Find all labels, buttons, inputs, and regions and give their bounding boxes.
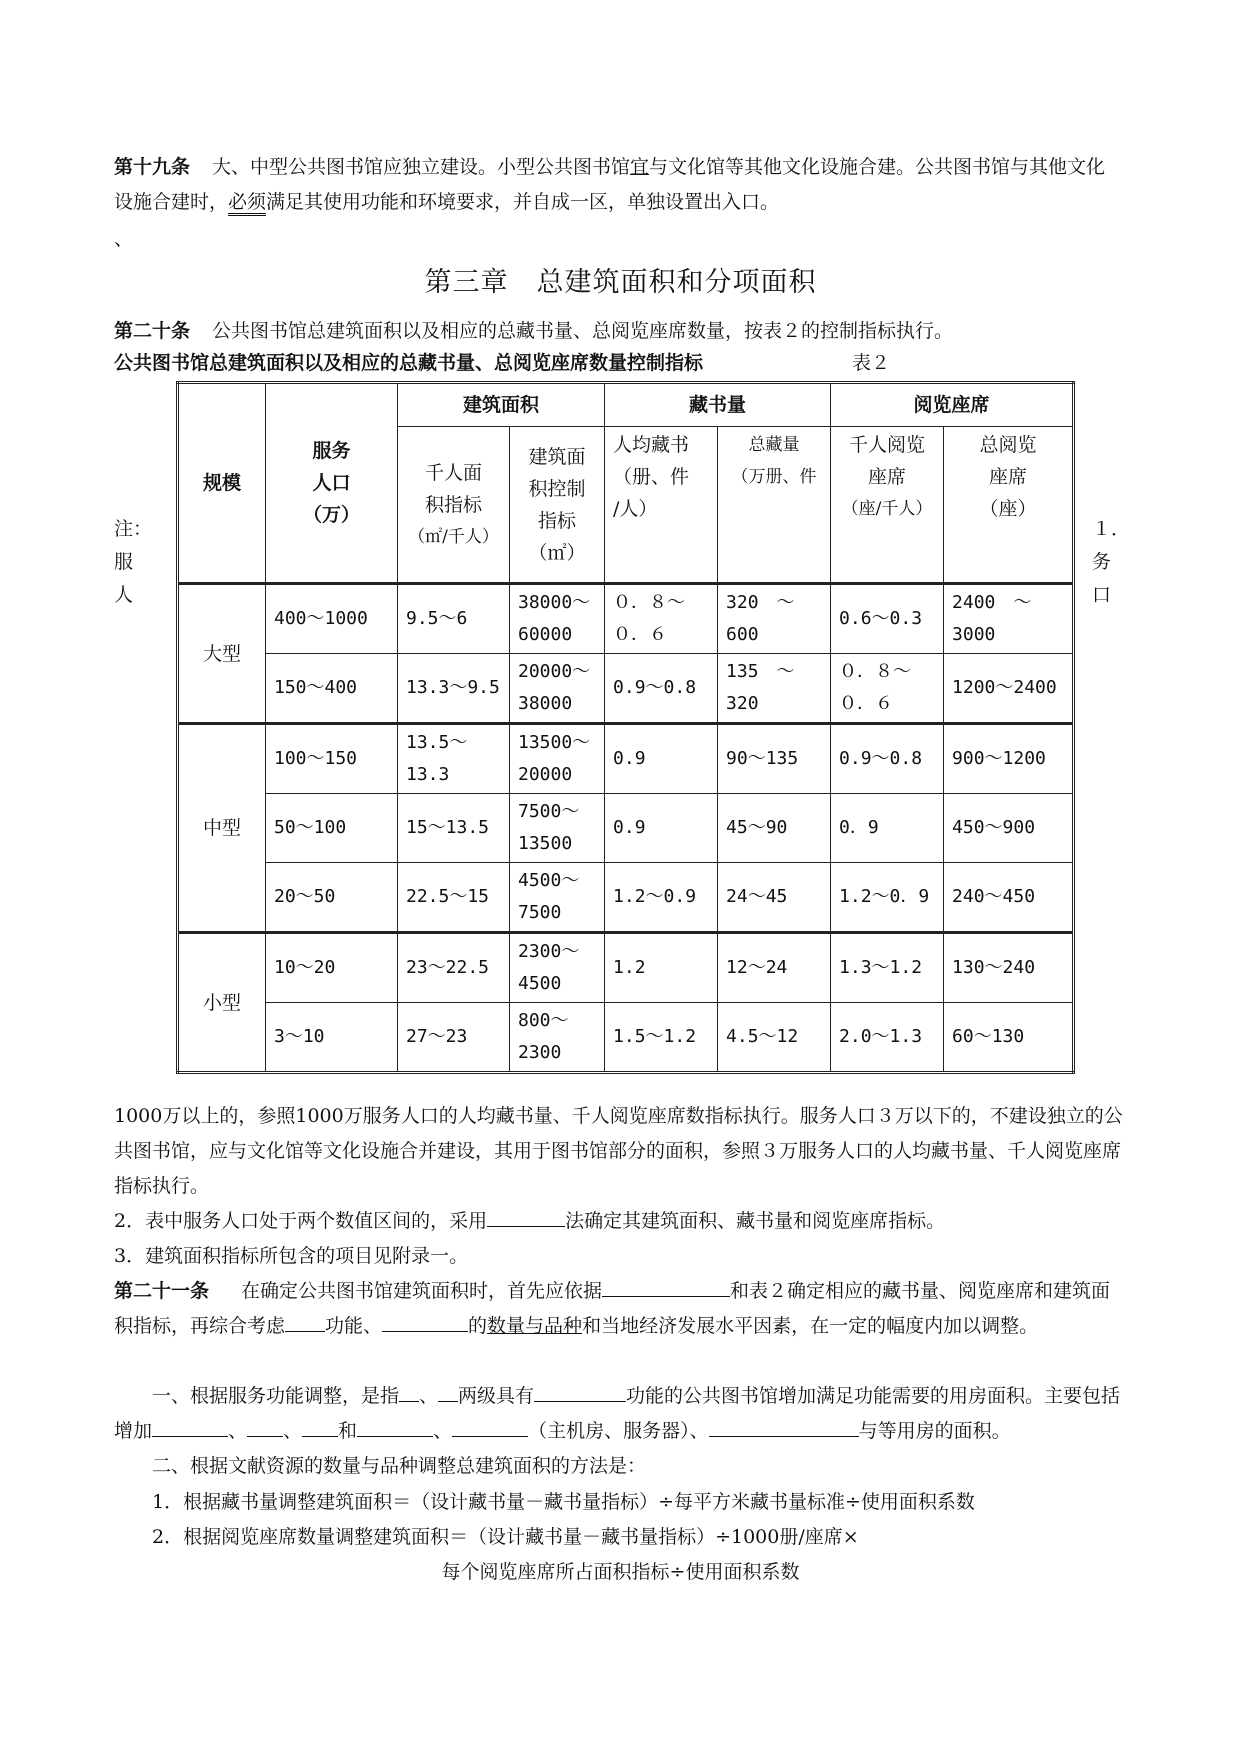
article-19-text-3: 满足其使用功能和环境要求，并自成一区，单独设置出入口。 <box>266 191 780 213</box>
side-note-left <box>114 513 152 612</box>
blank-field[interactable] <box>452 1416 528 1437</box>
article-19-underline-2: 必须 <box>228 191 266 216</box>
table-row <box>178 654 1074 724</box>
table-cell: 400～1000 <box>266 584 398 654</box>
table-cell: 1200～2400 <box>944 654 1074 724</box>
table-cell: 320 ～600 <box>718 584 831 654</box>
header-line: 千人阅览 <box>849 434 926 456</box>
table-cell: 0．9 <box>831 794 944 863</box>
table-cell: 1.5～1.2 <box>605 1003 718 1073</box>
note-2-text-1: 2．表中服务人口处于两个数值区间的，采用 <box>114 1210 488 1232</box>
header-seats: 阅览座席 <box>831 383 1074 427</box>
table-cell: 1.2 <box>605 933 718 1003</box>
header-population-line: 人口 <box>312 472 351 494</box>
article-19-label: 第十九条 <box>114 156 191 178</box>
article-21-text-4: 的 <box>468 1315 488 1337</box>
header-line: 积指标 <box>424 493 482 516</box>
article-20-text: 公共图书馆总建筑面积以及相应的总藏书量、总阅览座席数量，按表２的控制指标执行。 <box>212 320 954 342</box>
header-line: （座） <box>979 498 1037 520</box>
header-scale: 规模 <box>178 383 266 584</box>
formula-1: 1．根据藏书量调整建筑面积＝（设计藏书量－藏书量指标）÷每平方米藏书量标准÷使用面积系数 <box>152 1491 975 1513</box>
table-cell: 0.9～0.8 <box>831 724 944 794</box>
header-line: 指标 <box>538 509 577 532</box>
table-cell: 23～22.5 <box>398 933 510 1003</box>
article-21-text-1: 在确定公共图书馆建筑面积时，首先应依据 <box>241 1280 603 1302</box>
table-cell: 130～240 <box>944 933 1074 1003</box>
header-population <box>266 383 398 584</box>
chapter-title: 第三章 总建筑面积和分项面积 <box>424 267 817 298</box>
header-line: /人） <box>613 498 658 520</box>
item-1-text-7: 和 <box>338 1420 358 1442</box>
header-books-per-capita <box>605 427 718 584</box>
table-cell: 9.5～6 <box>398 584 510 654</box>
header-seats-total <box>944 427 1074 584</box>
item-1-text-5: 、 <box>228 1420 248 1442</box>
side-note-right <box>1092 513 1130 612</box>
table-caption-text: 公共图书馆总建筑面积以及相应的总藏书量、总阅览座席数量控制指标 <box>114 352 704 374</box>
table-cell: 3～10 <box>266 1003 398 1073</box>
blank-field[interactable] <box>152 1416 228 1437</box>
header-line: 人均藏书 <box>613 434 690 456</box>
table-cell: 60～130 <box>944 1003 1074 1073</box>
table-cell: 1.3～1.2 <box>831 933 944 1003</box>
item-1-text-9: （主机房、服务器）、 <box>528 1420 709 1442</box>
table-cell: 450～900 <box>944 794 1074 863</box>
table-cell: 2.0～1.3 <box>831 1003 944 1073</box>
blank-field[interactable] <box>438 1381 458 1402</box>
header-line: （万册、件 <box>731 467 817 487</box>
table-cell: 1.2～0.9 <box>605 863 718 933</box>
table-cell: 13.3～9.5 <box>398 654 510 724</box>
side-left-line: 人 <box>114 584 134 606</box>
blank-field[interactable] <box>382 1311 468 1332</box>
header-books: 藏书量 <box>605 383 831 427</box>
blank-field[interactable] <box>247 1416 283 1437</box>
note-2-text-2: 法确定其建筑面积、藏书量和阅览座席指标。 <box>565 1210 946 1232</box>
table-cell: 15～13.5 <box>398 794 510 863</box>
side-right-line: 口 <box>1092 584 1112 606</box>
article-21-underline: 数量与品种 <box>487 1315 583 1337</box>
article-19-text-2: 与文化馆等其他文化设施合建。公共图书馆与其他文化设施合建时， <box>114 156 1106 213</box>
side-left-line: 服 <box>114 551 134 573</box>
article-19-underline-1: 宜 <box>630 156 650 178</box>
table-row <box>178 724 1074 794</box>
table-row <box>178 794 1074 863</box>
header-area-total <box>510 427 605 584</box>
header-population-line: 服务 <box>312 440 351 462</box>
side-right-line: 务 <box>1092 551 1112 573</box>
formula-2-continued: 每个阅览座席所占面积指标÷使用面积系数 <box>441 1561 800 1583</box>
side-right-line: １． <box>1092 518 1131 540</box>
blank-field[interactable] <box>285 1311 325 1332</box>
table-body <box>178 584 1074 1073</box>
table-cell: 12～24 <box>718 933 831 1003</box>
table-cell: 20000～38000 <box>510 654 605 724</box>
blank-field[interactable] <box>302 1416 338 1437</box>
article-20 <box>114 314 1124 349</box>
table-cell: ０．８～０．６ <box>831 654 944 724</box>
header-population-line: （万） <box>302 504 360 526</box>
table-row <box>178 1003 1074 1073</box>
header-line: （座/千人） <box>841 499 933 519</box>
item-1-text-1: 一、根据服务功能调整，是指 <box>152 1385 400 1407</box>
article-21-text-2: 和表２确定相应的藏书量、阅览座席和建筑面积指标，再综合考虑 <box>114 1280 1111 1337</box>
indicator-table <box>176 381 1075 1074</box>
article-21 <box>114 1274 1124 1344</box>
blank-field[interactable] <box>534 1381 626 1402</box>
article-19-text-1: 大、中型公共图书馆应独立建设。小型公共图书馆 <box>212 156 631 178</box>
item-1-text-6: 、 <box>283 1420 303 1442</box>
table-cell: 240～450 <box>944 863 1074 933</box>
table-cell: 2300～4500 <box>510 933 605 1003</box>
table-cell: 13.5～13.3 <box>398 724 510 794</box>
item-1-text-2: 、 <box>419 1385 439 1407</box>
header-books-total <box>718 427 831 584</box>
blank-field[interactable] <box>602 1276 730 1297</box>
table-cell: 0.9 <box>605 794 718 863</box>
header-line: 积控制 <box>528 477 586 500</box>
note-3: 3．建筑面积指标所包含的项目见附录一。 <box>114 1245 469 1267</box>
article-21-text-5: 和当地经济发展水平因素，在一定的幅度内加以调整。 <box>582 1315 1039 1337</box>
scale-group-label: 中型 <box>178 724 266 933</box>
scale-group-label: 小型 <box>178 933 266 1073</box>
side-left-line: 注： <box>114 518 153 540</box>
formula-2: 2．根据阅览座席数量调整建筑面积＝（设计藏书量－藏书量指标）÷1000册/座席× <box>152 1526 859 1548</box>
table-cell: 150～400 <box>266 654 398 724</box>
table-cell: 800～2300 <box>510 1003 605 1073</box>
table-cell: 900～1200 <box>944 724 1074 794</box>
table-row <box>178 933 1074 1003</box>
table-cell: 2400 ～3000 <box>944 584 1074 654</box>
stray-mark: 、 <box>114 228 134 250</box>
blank-field[interactable] <box>487 1206 565 1227</box>
header-line: 总藏量 <box>748 435 800 455</box>
item-1-text-3: 两级具有 <box>458 1385 535 1407</box>
blank-field[interactable] <box>399 1381 419 1402</box>
note-1: 1000万以上的，参照1000万服务人口的人均藏书量、千人阅览座席数指标执行。服务人口３万以下的，不建设独立的公共图书馆，应与文化馆等文化设施合并建设，其用于图书馆部分的面积，参照３万服务人口的人均藏书量、千人阅览座席指标执行。 <box>114 1105 1123 1197</box>
table-cell: 0.9～0.8 <box>605 654 718 724</box>
table-cell: 1.2～0．9 <box>831 863 944 933</box>
table-cell: 90～135 <box>718 724 831 794</box>
table-cell: 0.6～0.3 <box>831 584 944 654</box>
table-cell: 45～90 <box>718 794 831 863</box>
blank-field[interactable] <box>357 1416 433 1437</box>
table-cell: 0.9 <box>605 724 718 794</box>
header-line: 座席 <box>989 466 1028 488</box>
header-area-per-thousand <box>398 427 510 584</box>
blank-field[interactable] <box>709 1416 859 1437</box>
article-20-label: 第二十条 <box>114 320 191 342</box>
table-cell: 38000～60000 <box>510 584 605 654</box>
header-area: 建筑面积 <box>398 383 605 427</box>
table-cell: 135 ～320 <box>718 654 831 724</box>
header-line: 千人面 <box>424 461 482 484</box>
table-row <box>178 584 1074 654</box>
table-cell: 10～20 <box>266 933 398 1003</box>
header-line: 座席 <box>868 466 907 488</box>
table-cell: 4.5～12 <box>718 1003 831 1073</box>
table-row <box>178 863 1074 933</box>
item-1 <box>114 1379 1124 1449</box>
item-1-text-10: 与等用房的面积。 <box>858 1420 1011 1442</box>
table-cell: 20～50 <box>266 863 398 933</box>
item-2: 二、根据文献资源的数量与品种调整总建筑面积的方法是： <box>152 1455 647 1477</box>
item-1-text-4: 功能的公共图书馆增加满足功能需要的用房面积。主要包括增加 <box>114 1385 1121 1442</box>
table-cell: 50～100 <box>266 794 398 863</box>
header-line: （㎡） <box>528 541 586 564</box>
article-21-text-3: 功能、 <box>325 1315 383 1337</box>
table-cell: 27～23 <box>398 1003 510 1073</box>
table-cell: 100～150 <box>266 724 398 794</box>
table-number: 表２ <box>852 352 891 374</box>
header-line: （册、件 <box>613 466 690 488</box>
article-21-label: 第二十一条 <box>114 1280 210 1302</box>
table-cell: 4500～7500 <box>510 863 605 933</box>
header-line: 总阅览 <box>979 434 1037 456</box>
header-line: 建筑面 <box>528 445 586 468</box>
table-cell: 22.5～15 <box>398 863 510 933</box>
table-cell: 13500～20000 <box>510 724 605 794</box>
header-seats-per-thousand <box>831 427 944 584</box>
header-line: （㎡/千人） <box>408 526 499 547</box>
table-cell: ０．８～０．６ <box>605 584 718 654</box>
table-caption <box>114 348 891 375</box>
scale-group-label: 大型 <box>178 584 266 724</box>
note-2 <box>114 1204 1124 1239</box>
article-19 <box>114 150 1124 220</box>
table-cell: 24～45 <box>718 863 831 933</box>
item-1-text-8: 、 <box>433 1420 453 1442</box>
table-cell: 7500～13500 <box>510 794 605 863</box>
